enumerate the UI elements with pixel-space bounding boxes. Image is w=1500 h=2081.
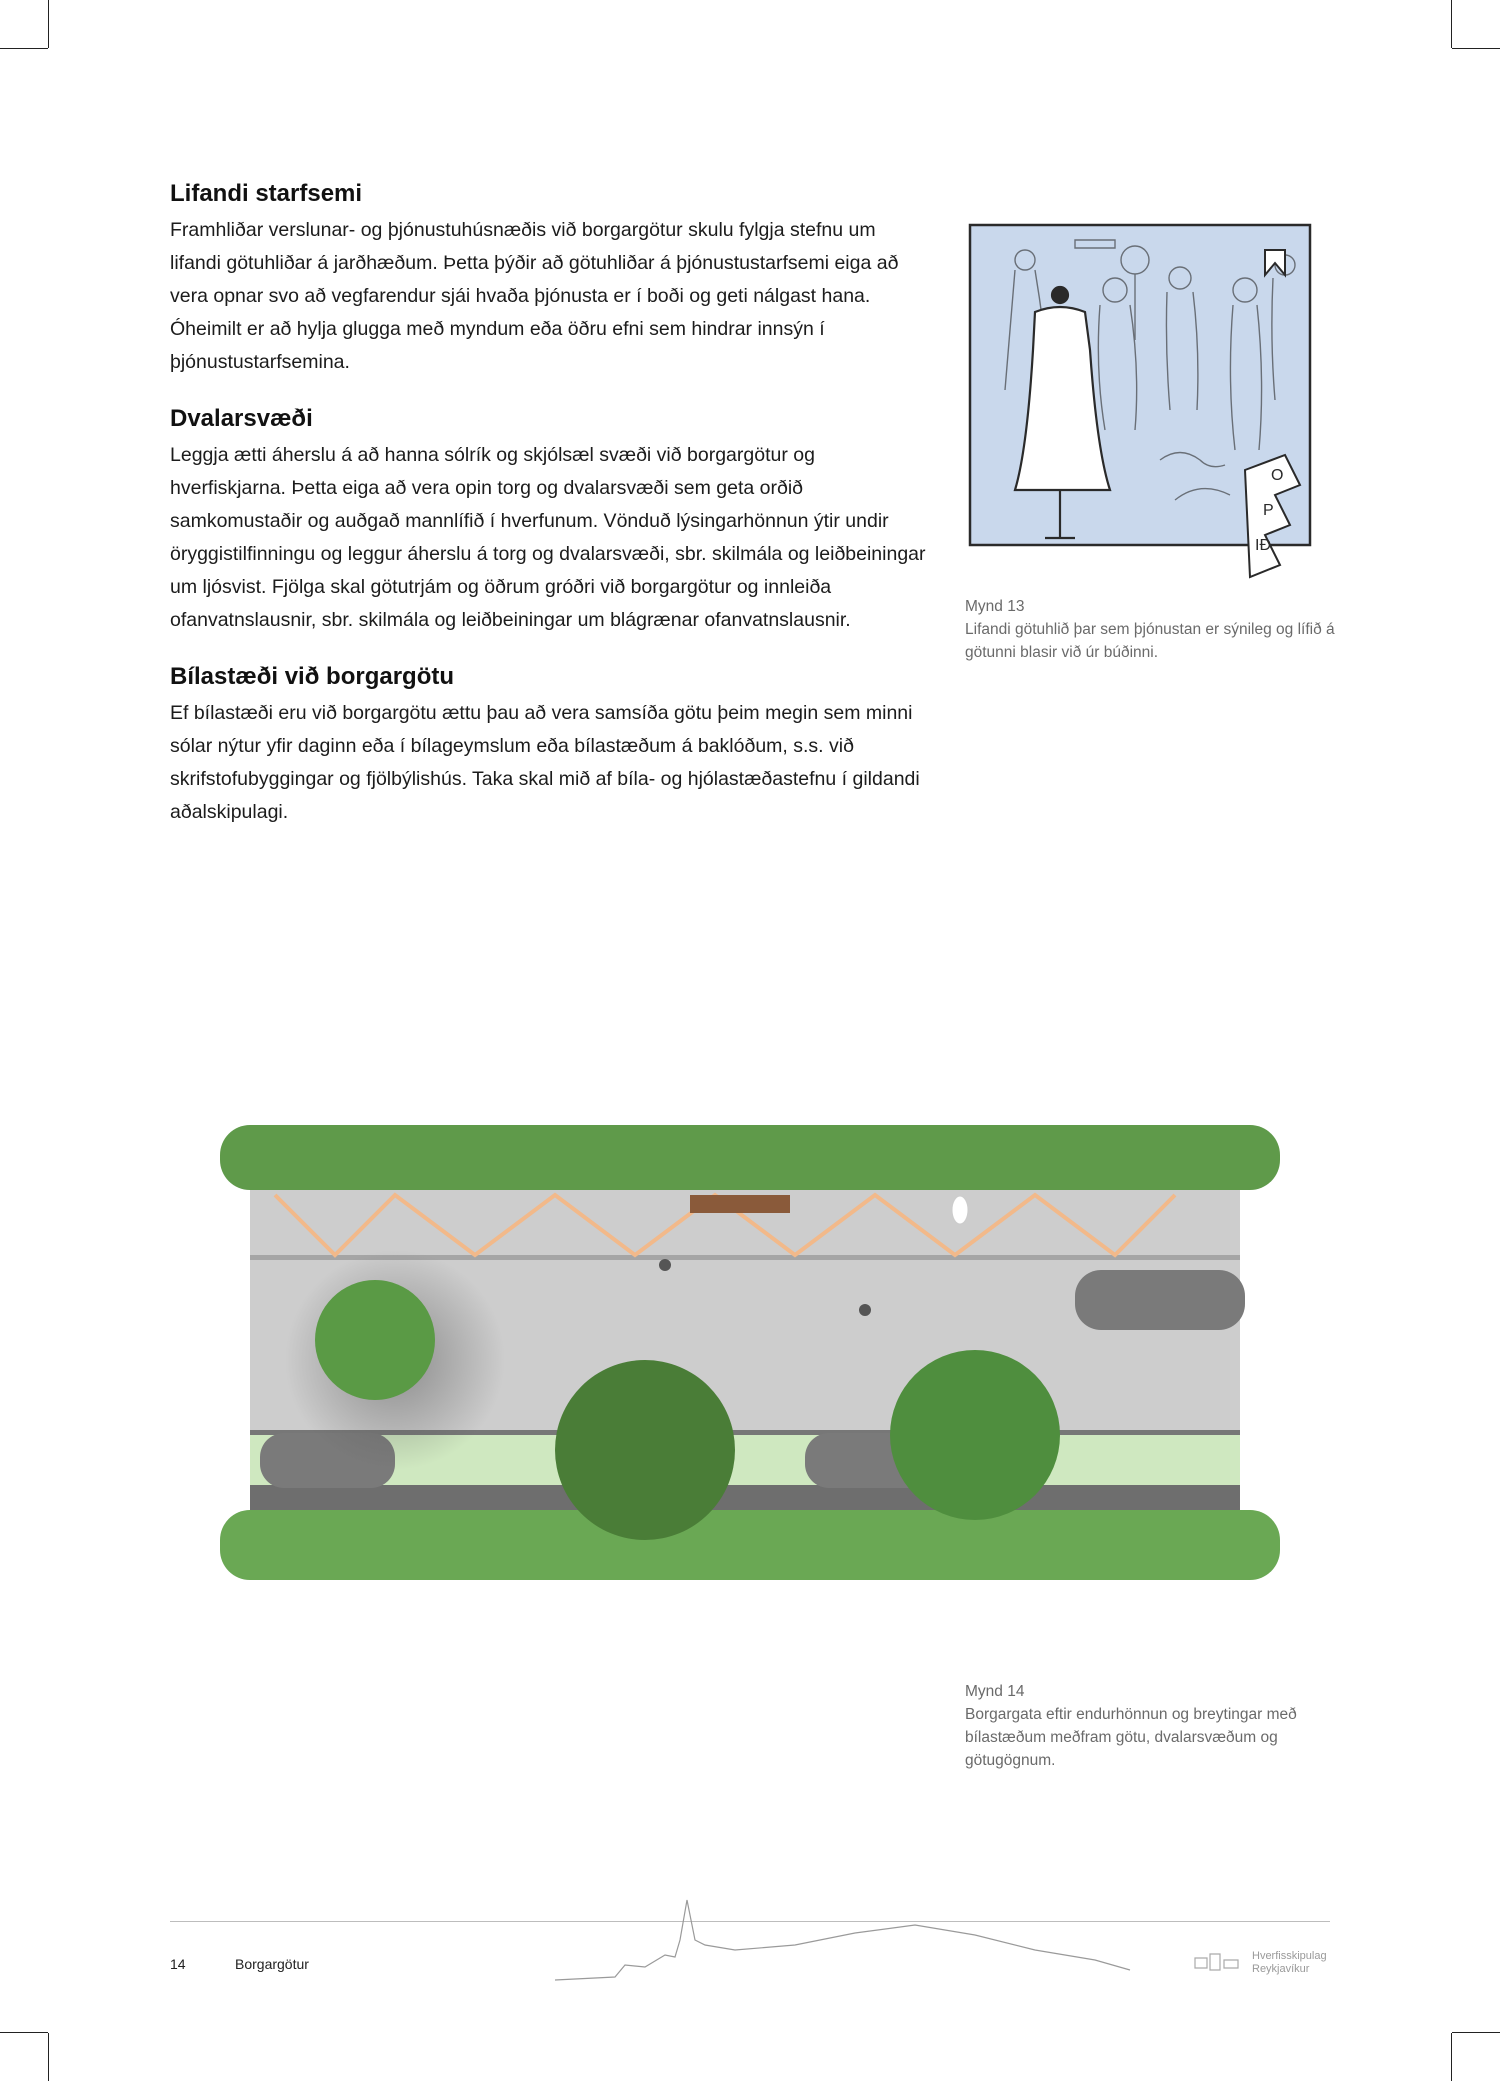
section-heading: Bílastæði við borgargötu bbox=[170, 663, 455, 690]
logo-line: Hverfisskipulag bbox=[1252, 1950, 1327, 1962]
figure-label: Mynd 13 bbox=[965, 598, 1025, 615]
page-number: 14 bbox=[170, 1956, 186, 1972]
car bbox=[1075, 1270, 1245, 1330]
crop-mark bbox=[1452, 48, 1500, 49]
figure-caption-text: Lifandi götuhlið þar sem þjónustan er sýnileg og lífið á götunni blasir við úr búðinni. bbox=[965, 621, 1335, 661]
logo-icon bbox=[1190, 1948, 1250, 1980]
bottom-greenery bbox=[220, 1510, 1280, 1580]
tree bbox=[555, 1360, 735, 1540]
crop-mark bbox=[0, 48, 48, 49]
street-plan-illustration bbox=[215, 1115, 1280, 1630]
logo-line: Reykjavíkur bbox=[1252, 1963, 1310, 1975]
section-body: Ef bílastæði eru við borgargötu ættu þau að vera samsíða götu þeim megin sem minni sólar nýtur yfir daginn eða í bílageymslum eða bílastæðum á baklóðum, s.s. við skrifstofubyggingar og fjölbýlishús. Taka skal mið af bíla- og hjólastæðastefnu í gildandi aðalskipulagi. bbox=[170, 702, 920, 823]
figure-14-caption bbox=[965, 1680, 1345, 1772]
section-body: Leggja ætti áherslu á að hanna sólrík og skjólsæl svæði við borgargötur og hverfiskjarna. Þetta eiga að vera opin torg og dvalarsvæði sem geta orðið samkomustaðir og auðgað mannlífið í hverfunum. Vönduð lýsingarhönnun ýtir undir öryggistilfinningu og leggur áherslu á torg og dvalarsvæði, sbr. skilmála og leiðbeiningar um ljósvist. Fjölga skal götutrjám og öðrum gróðri við borgargötur og innleiða ofanvatnslausnir, sbr. skilmála og leiðbeiningar um blágrænar ofanvatnslausnir. bbox=[170, 444, 926, 631]
crop-mark bbox=[1451, 2033, 1452, 2081]
sign-letter: P bbox=[1263, 502, 1274, 519]
crop-mark bbox=[1451, 0, 1452, 48]
section-body: Framhliðar verslunar- og þjónustuhúsnæðis við borgargötur skulu fylgja stefnu um lifandi götuhliðar á jarðhæðum. Þetta þýðir að götuhliðar á þjónustustarfsemi eiga að vera opnar svo að vegfarendur sjái hvaða þjónusta er í boði og geti nálgast hana. Óheimilt er að hylja glugga með myndum eða öðru efni sem hindrar innsýn í þjónustustarfsemina. bbox=[170, 219, 899, 373]
section-dvalarsvaedi bbox=[170, 403, 930, 637]
section-bilastaedi bbox=[170, 661, 930, 829]
crop-mark bbox=[48, 0, 49, 48]
section-heading: Lifandi starfsemi bbox=[170, 180, 363, 207]
figure-caption-text: Borgargata eftir endurhönnun og breytingar með bílastæðum meðfram götu, dvalarsvæðum og götugögnum. bbox=[965, 1706, 1297, 1769]
sign-letter: IÐ bbox=[1255, 537, 1271, 554]
pedestrian bbox=[659, 1259, 671, 1271]
figure-13-caption bbox=[965, 595, 1345, 664]
main-text-column bbox=[170, 178, 930, 853]
figure-label: Mynd 14 bbox=[965, 1683, 1025, 1700]
crop-mark bbox=[1452, 2032, 1500, 2033]
shop-window-illustration bbox=[965, 220, 1375, 580]
section-lifandi-starfsemi bbox=[170, 178, 930, 379]
tree bbox=[890, 1350, 1060, 1520]
tree bbox=[315, 1280, 435, 1400]
section-heading: Dvalarsvæði bbox=[170, 405, 313, 432]
logo-wordmark bbox=[1252, 1950, 1327, 1976]
street-lamp bbox=[952, 1196, 968, 1224]
pedestrian bbox=[859, 1304, 871, 1316]
crop-mark bbox=[48, 2033, 49, 2081]
top-greenery bbox=[220, 1125, 1280, 1190]
section-title: Borgargötur bbox=[235, 1956, 309, 1972]
sign-letter: O bbox=[1271, 467, 1284, 484]
crop-mark bbox=[0, 2032, 48, 2033]
bench bbox=[690, 1195, 790, 1213]
skyline-drawing bbox=[555, 1895, 1135, 1990]
